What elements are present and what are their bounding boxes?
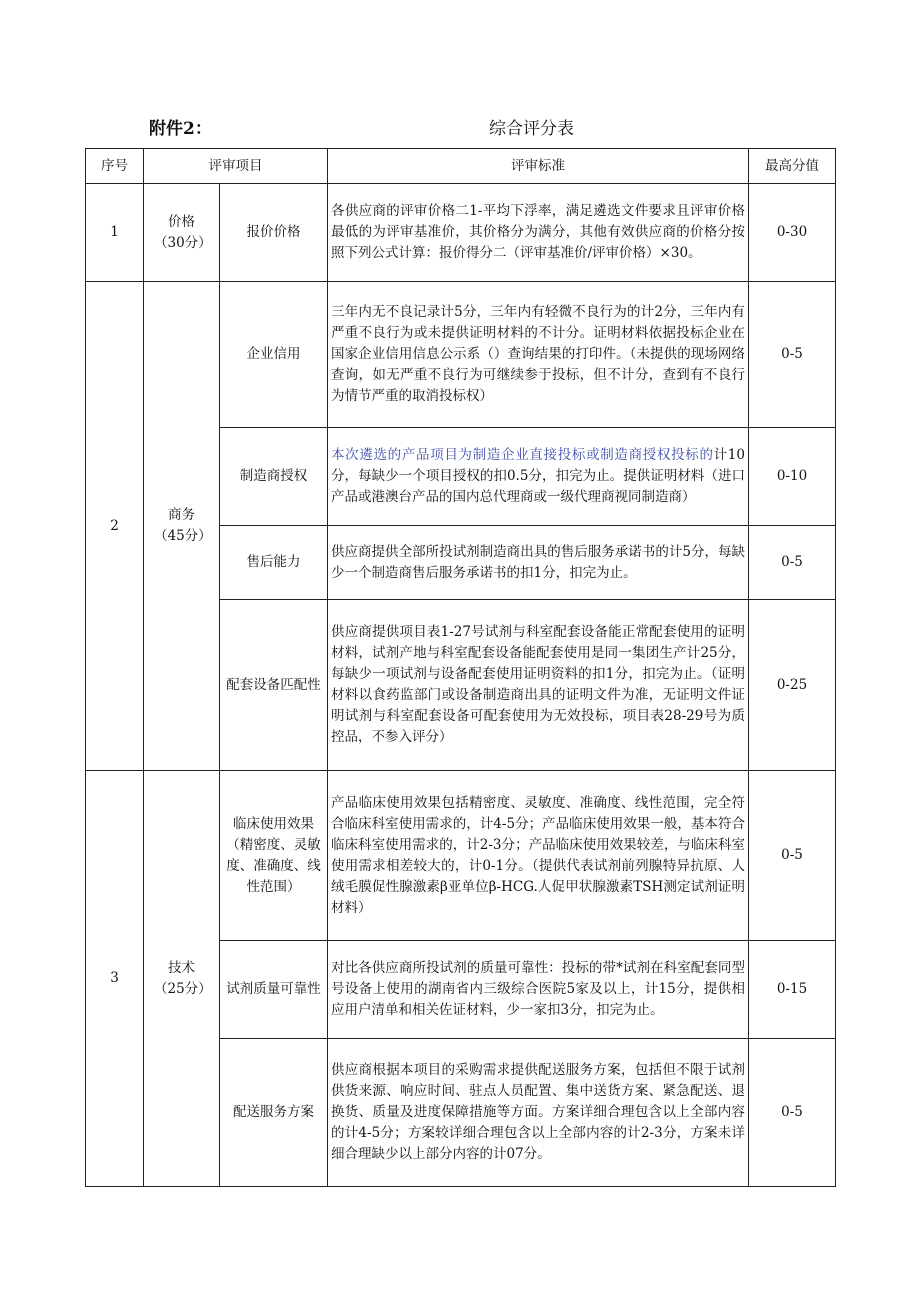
item-cell: 配送服务方案 xyxy=(220,1039,328,1187)
row-no: 2 xyxy=(86,282,144,771)
row-no: 3 xyxy=(86,771,144,1187)
max-score-cell: 0-25 xyxy=(749,600,836,771)
table-row xyxy=(86,282,836,428)
row-no: 1 xyxy=(86,184,144,282)
header-item: 评审项目 xyxy=(144,149,328,184)
standard-highlight-text: 本次遴选的产品项目为制造企业直接投标或制造商授权投标的 xyxy=(331,447,714,463)
max-score-cell: 0-10 xyxy=(749,428,836,526)
standard-cell: 产品临床使用效果包括精密度、灵敏度、准确度、线性范围，完全符合临床科室使用需求的，计4-5分；产品临床使用效果一般，基本符合临床科室使用需求的，计2-3分；产品临床使用效果较差，与临床科室使用需求相差较大的，计0-1分。（提供代表试剂前列腺特异抗原、人绒毛膜促性腺激素β亚单位β-HCG.人促甲状腺激素TSH测定试剂证明材料） xyxy=(328,771,749,941)
table-row xyxy=(86,771,836,941)
max-score-cell: 0-5 xyxy=(749,771,836,941)
header-standard: 评审标准 xyxy=(328,149,749,184)
table-header-row xyxy=(86,149,836,184)
scoring-table xyxy=(85,148,836,1187)
category-cell: 技术（25分） xyxy=(144,771,220,1187)
attachment-label: 附件2： xyxy=(149,119,212,139)
standard-cell: 供应商提供全部所投试剂制造商出具的售后服务承诺书的计5分，每缺少一个制造商售后服务承诺书的扣1分，扣完为止。 xyxy=(328,526,749,600)
page-title: 综合评分表 xyxy=(489,119,574,139)
max-score-cell: 0-5 xyxy=(749,526,836,600)
max-score-cell: 0-5 xyxy=(749,282,836,428)
header-max: 最高分值 xyxy=(749,149,836,184)
table-row xyxy=(86,184,836,282)
category-cell: 商务（45分） xyxy=(144,282,220,771)
standard-cell: 对比各供应商所投试剂的质量可靠性：投标的带*试剂在科室配套同型号设备上使用的湖南省内三级综合医院5家及以上，计15分，提供相应用户清单和相关佐证材料，少一家扣3分，扣完为止。 xyxy=(328,941,749,1039)
item-cell: 制造商授权 xyxy=(220,428,328,526)
item-cell: 试剂质量可靠性 xyxy=(220,941,328,1039)
standard-cell: 三年内无不良记录计5分，三年内有轻微不良行为的计2分，三年内有严重不良行为或未提供证明材料的不计分。证明材料依据投标企业在国家企业信用信息公示系（）查询结果的打印件。（未提供的现场网络查询，如无严重不良行为可继续参于投标，但不计分，查到有不良行为情节严重的取消投标权） xyxy=(328,282,749,428)
standard-cell: 供应商根据本项目的采购需求提供配送服务方案，包括但不限于试剂供货来源、响应时间、驻点人员配置、集中送货方案、紧急配送、退换货、质量及进度保障措施等方面。方案详细合理包含以上全部内容的计4-5分；方案较详细合理包含以上全部内容的计2-3分，方案未详细合理缺少以上部分内容的计07分。 xyxy=(328,1039,749,1187)
item-cell: 企业信用 xyxy=(220,282,328,428)
max-score-cell: 0-15 xyxy=(749,941,836,1039)
standard-text: 计10分，每缺少一个项目授权的扣0.5分，扣完为止。提供证明材料（进口产品或港澳台产品的国内总代理商或一级代理商视同制造商） xyxy=(331,447,745,505)
item-cell: 临床使用效果（精密度、灵敏度、准确度、线性范围） xyxy=(220,771,328,941)
item-cell: 售后能力 xyxy=(220,526,328,600)
item-cell: 配套设备匹配性 xyxy=(220,600,328,771)
standard-cell: 各供应商的评审价格二1-平均下浮率，满足遴选文件要求且评审价格最低的为评审基准价，其价格分为满分，其他有效供应商的价格分按照下列公式计算：报价得分二（评审基准价/评审价格）×30。 xyxy=(328,184,749,282)
max-score-cell: 0-5 xyxy=(749,1039,836,1187)
header-no: 序号 xyxy=(86,149,144,184)
item-cell: 报价价格 xyxy=(220,184,328,282)
category-cell: 价格（30分） xyxy=(144,184,220,282)
standard-cell xyxy=(328,428,749,526)
max-score-cell: 0-30 xyxy=(749,184,836,282)
standard-cell: 供应商提供项目表1-27号试剂与科室配套设备能正常配套使用的证明材料，试剂产地与科室配套设备能配套使用是同一集团生产计25分，每缺少一项试剂与设备配套使用证明资料的扣1分，扣完为止。（证明材料以食药监部门或设备制造商出具的证明文件为准，无证明文件证明试剂与科室配套设备可配套使用为无效投标，项目表28-29号为质控品，不参入评分） xyxy=(328,600,749,771)
